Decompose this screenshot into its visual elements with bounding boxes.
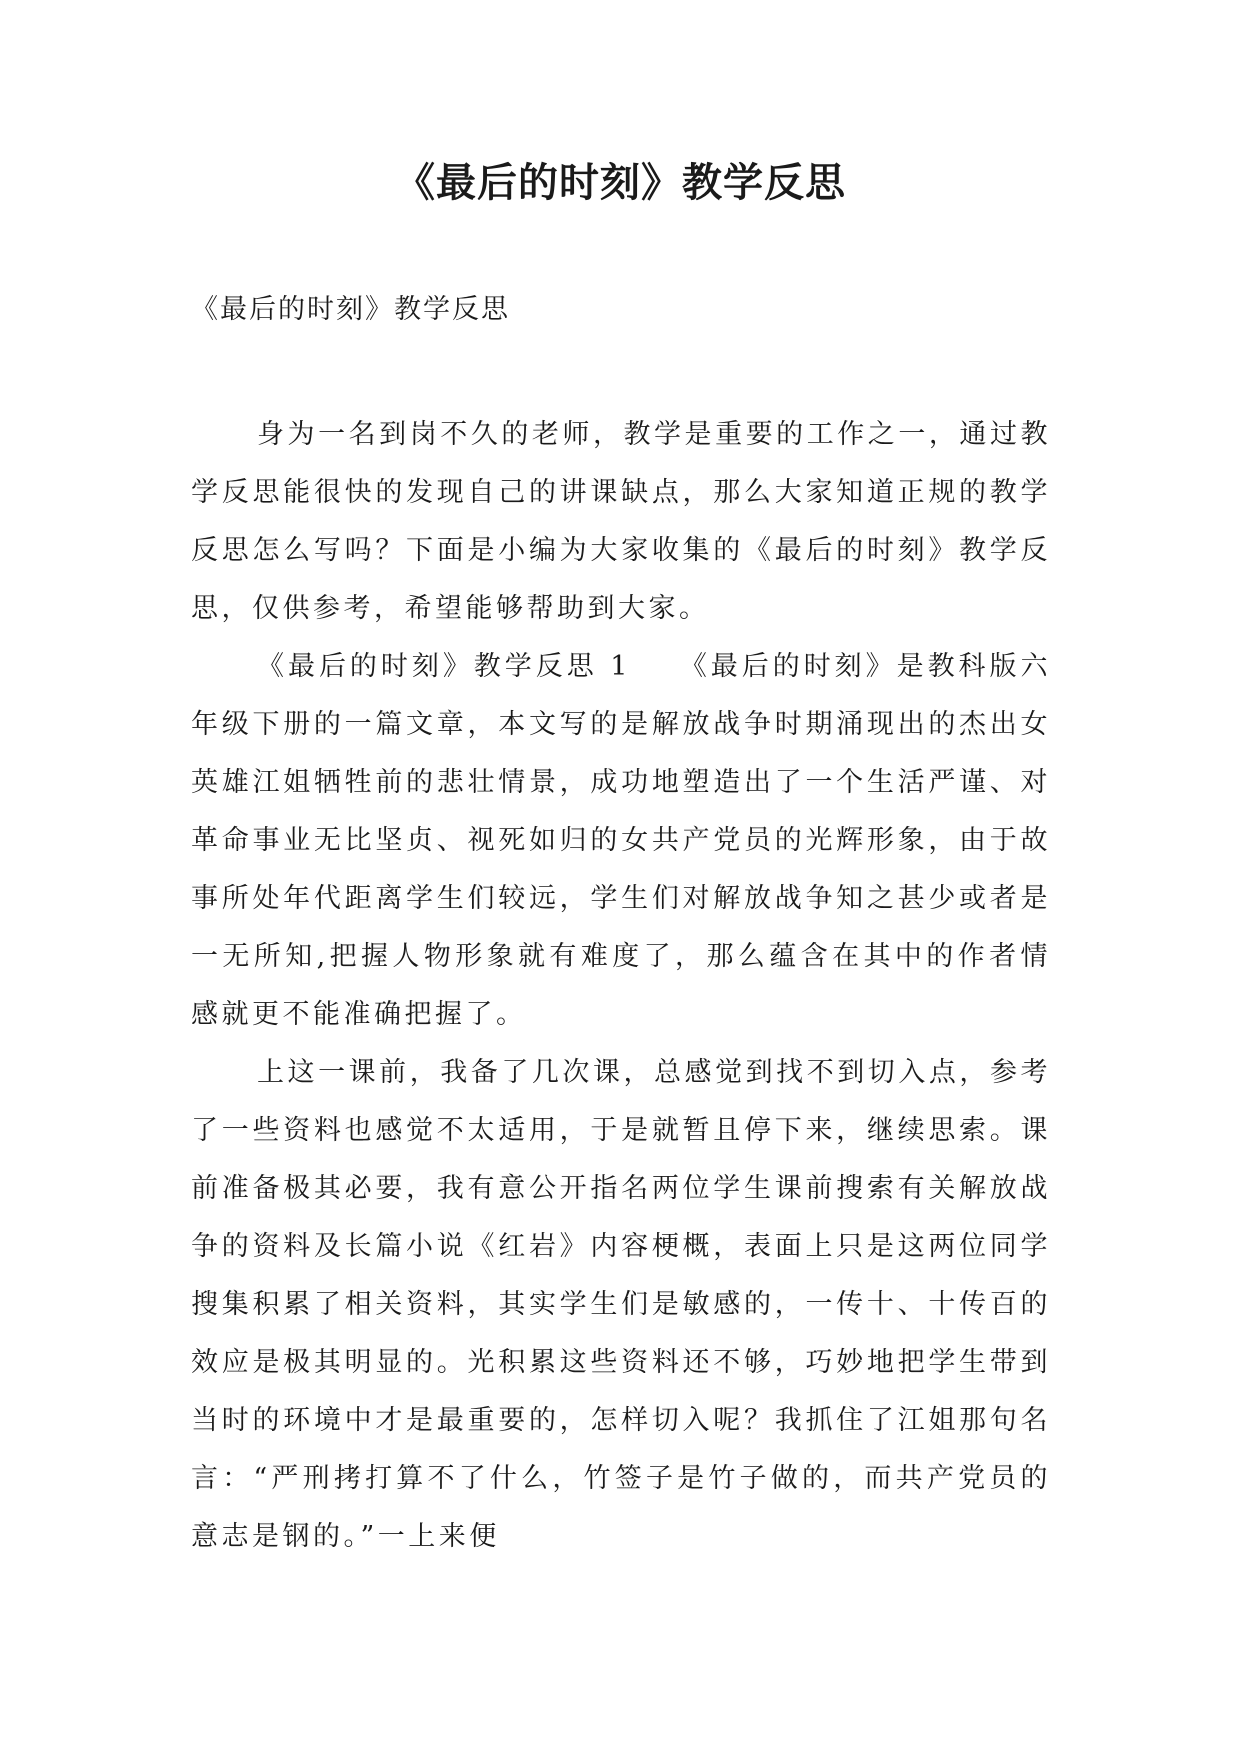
body-paragraph: 上这一课前，我备了几次课，总感觉到找不到切入点，参考了一些资料也感觉不太适用，于是就暂且停下来，继续思索。课前准备极其必要，我有意公开指名两位学生课前搜索有关解放战争的资料及长篇小说《红岩》内容梗概，表面上只是这两位同学搜集积累了相关资料，其实学生们是敏感的，一传十、十传百的效应是极其明显的。光积累这些资料还不够，巧妙地把学生带到当时的环境中才是最重要的，怎样切入呢？我抓住了江姐那句名言：“严刑拷打算不了什么，竹签子是竹子做的，而共产党员的意志是钢的。”一上来便 (191, 1057, 1051, 1552)
document-body (191, 406, 1051, 1566)
body-paragraph: 《最后的时刻》教学反思 1 《最后的时刻》是教科版六年级下册的一篇文章，本文写的是解放战争时期涌现出的杰出女英雄江姐牺牲前的悲壮情景，成功地塑造出了一个生活严谨、对革命事业无比坚贞、视死如归的女共产党员的光辉形象，由于故事所处年代距离学生们较远，学生们对解放战争知之甚少或者是一无所知,把握人物形象就有难度了，那么蕴含在其中的作者情感就更不能准确把握了。 (191, 651, 1051, 1030)
document-subtitle: 《最后的时刻》教学反思 (191, 294, 510, 325)
body-paragraph: 身为一名到岗不久的老师，教学是重要的工作之一，通过教学反思能很快的发现自己的讲课缺点，那么大家知道正规的教学反思怎么写吗？下面是小编为大家收集的《最后的时刻》教学反思，仅供参考，希望能够帮助到大家。 (191, 419, 1051, 624)
document-title: 《最后的时刻》教学反思 (395, 160, 846, 206)
